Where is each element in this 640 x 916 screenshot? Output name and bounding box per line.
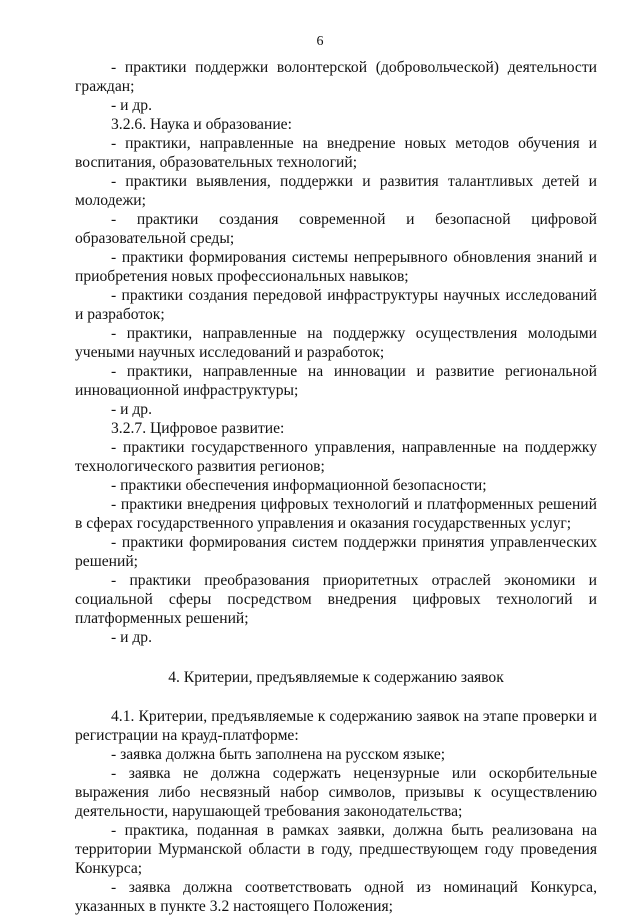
bullet-item: - практики, направленные на инновации и развитие региональной инновационной инфраструктуры;: [75, 363, 597, 399]
subsection-title-science: 3.2.6. Наука и образование:: [111, 116, 292, 133]
bullet-item: - и др.: [111, 97, 152, 114]
section-heading: 4. Критерии, предъявляемые к содержанию заявок: [168, 669, 504, 686]
bullet-item: - практики, направленные на внедрение новых методов обучения и воспитания, образовательных технологий;: [75, 135, 597, 171]
bullet-item: - практики, направленные на поддержку осуществления молодыми учеными научных исследований и разработок;: [75, 325, 597, 361]
bullet-item: - практики формирования системы непрерывного обновления знаний и приобретения новых профессиональных навыков;: [75, 249, 597, 285]
bullet-item: - практики выявления, поддержки и развития талантливых детей и молодежи;: [75, 173, 597, 209]
bullet-item: - практики внедрения цифровых технологий и платформенных решений в сферах государственного управления и оказания государственных услуг;: [75, 496, 597, 532]
page-number: 6: [316, 34, 324, 49]
bullet-item: - практики формирования систем поддержки принятия управленческих решений;: [75, 534, 597, 570]
bullet-item: - практики создания передовой инфраструктуры научных исследований и разработок;: [75, 287, 597, 323]
bullet-item: - и др.: [111, 629, 152, 646]
bullet-item: - практики создания современной и безопасной цифровой образовательной среды;: [75, 211, 597, 247]
document-body: [75, 58, 597, 916]
criteria-intro: 4.1. Критерии, предъявляемые к содержанию заявок на этапе проверки и регистрации на крауд-платформе:: [75, 708, 597, 744]
bullet-item: - практики обеспечения информационной безопасности;: [111, 477, 487, 494]
criteria-item: - практика, поданная в рамках заявки, должна быть реализована на территории Мурманской области в году, предшествующем году проведения Конкурса;: [75, 822, 597, 877]
criteria-item: - заявка не должна содержать нецензурные или оскорбительные выражения либо несвязный набор символов, призывы к осуществлению деятельности, нарушающей требования законодательства;: [75, 765, 597, 820]
bullet-item: - практики преобразования приоритетных отраслей экономики и социальной сферы посредством внедрения цифровых технологий и платформенных решений;: [75, 572, 597, 627]
bullet-item: - и др.: [111, 401, 152, 418]
bullet-item: - практики государственного управления, направленные на поддержку технологического развития регионов;: [75, 439, 597, 475]
criteria-item: - заявка должна соответствовать одной из номинаций Конкурса, указанных в пункте 3.2 настоящего Положения;: [75, 879, 597, 915]
criteria-item: - заявка должна быть заполнена на русском языке;: [111, 746, 446, 763]
bullet-item: - практики поддержки волонтерской (добровольческой) деятельности граждан;: [75, 59, 597, 95]
subsection-title-digital: 3.2.7. Цифровое развитие:: [111, 420, 285, 437]
